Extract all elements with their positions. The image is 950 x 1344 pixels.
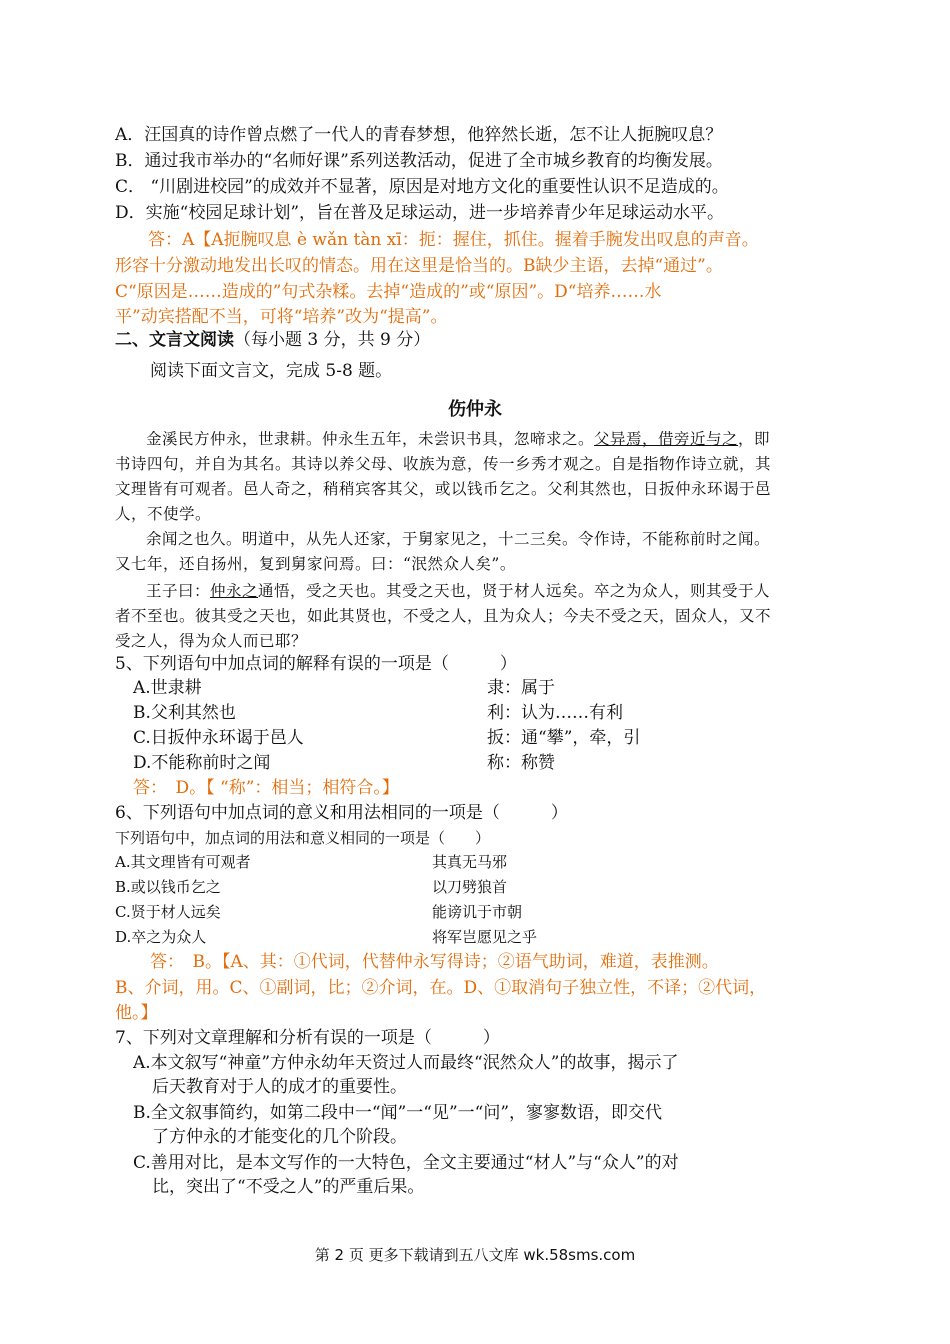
q5-option-a: A.世隶耕 <box>133 678 202 698</box>
q5-option-c: C.日扳仲永环谒于邑人 <box>133 728 304 748</box>
q6-option-d: D.卒之为众人 <box>115 928 207 946</box>
q4-answer-line4: 平”动宾搭配不当，可将“培养”改为“提高”。 <box>115 307 448 327</box>
passage-p3-line2: 者不至也。彼其受之天也，如此其贤也，不受之人，且为众人；今夫不受之天，固众人，又不 <box>115 607 772 625</box>
passage-p2-line1: 余闻之也久。明道中，从先人还家，于舅家见之，十二三矣。令作诗，不能称前时之闻。 <box>146 530 771 548</box>
q6-answer-line3: 他。】 <box>115 1003 158 1023</box>
q6-answer-line1: 答： B。【A、其：①代词，代替仲永写得诗；②语气助词，难道，表推测。 <box>150 952 719 972</box>
section-heading-scoring: （每小题 3 分，共 9 分） <box>234 330 431 350</box>
q7-stem: 7、下列对文章理解和分析有误的一项是（ ） <box>115 1028 500 1048</box>
passage-text: 通悟，受之天也。其受之天也，贤于材人远矣。卒之为众人，则其受于人 <box>258 582 771 600</box>
q7-option-c-line2: 比，突出了“不受之人”的严重后果。 <box>152 1177 425 1197</box>
q7-option-b-line2: 了方仲永的才能变化的几个阶段。 <box>152 1127 407 1147</box>
passage-text: 王子曰： <box>146 582 211 600</box>
q5-stem: 5、下列语句中加点词的解释有误的一项是（ ） <box>115 654 517 674</box>
q7-option-a-line1: A.本文叙写“神童”方仲永幼年天资过人而最终“泯然众人”的故事，揭示了 <box>133 1053 679 1073</box>
q5-answer: 答： D。【 “称”：相当；相符合。】 <box>133 778 399 798</box>
passage-p3-line1 <box>146 580 770 602</box>
q6-answer-line2: B、介词，用。C、①副词，比；②介词，在。D、①取消句子独立性，不译；②代词， <box>115 978 767 998</box>
section-intro: 阅读下面文言文，完成 5-8 题。 <box>150 361 393 381</box>
passage-text: ，即 <box>738 430 771 448</box>
section-heading <box>115 328 430 352</box>
q4-option-c: C． “川剧进校园”的成效并不显著，原因是对地方文化的重要性认识不足造成的。 <box>115 177 729 197</box>
underlined-text: 父异焉，借旁近与之 <box>594 430 739 448</box>
q5-option-b-gloss: 利：认为……有利 <box>487 703 623 723</box>
q7-option-b-line1: B.全文叙事简约，如第二段中一“闻”一“见”一“问”，寥寥数语，即交代 <box>133 1103 663 1123</box>
q6-sub-stem: 下列语句中，加点词的用法和意义相同的一项是（ ） <box>115 829 491 847</box>
q5-option-d: D.不能称前时之闻 <box>133 753 271 773</box>
q5-option-d-gloss: 称：称赞 <box>487 753 555 773</box>
q4-answer-line1: 答：A【A扼腕叹息 è wǎn tàn xī：扼：握住，抓住。握着手腕发出叹息的声音。 <box>148 230 759 250</box>
q4-option-b: B．通过我市举办的“名师好课”系列送教活动，促进了全市城乡教育的均衡发展。 <box>115 151 723 171</box>
q4-option-a: A．汪国真的诗作曾点燃了一代人的青春梦想，他猝然长逝，怎不让人扼腕叹息？ <box>115 125 723 145</box>
q6-option-a: A.其文理皆有可观者 <box>115 853 251 871</box>
passage-p1-line2: 书诗四句，并自为其名。其诗以养父母、收族为意，传一乡秀才观之。自是指物作诗立就，其 <box>115 455 772 473</box>
passage-text: 金溪民方仲永，世隶耕。仲永生五年，未尝识书具，忽啼求之。 <box>146 430 595 448</box>
q7-option-c-line1: C.善用对比，是本文写作的一大特色，全文主要通过“材人”与“众人”的对 <box>133 1153 679 1173</box>
q6-stem: 6、下列语句中加点词的意义和用法相同的一项是（ ） <box>115 803 568 823</box>
q4-answer-line3: C“原因是……造成的”句式杂糅。去掉“造成的”或“原因”。D“培养……水 <box>115 282 662 302</box>
passage-title: 伤仲永 <box>448 399 502 420</box>
q5-option-a-gloss: 隶：属于 <box>487 678 555 698</box>
q5-option-b: B.父利其然也 <box>133 703 236 723</box>
passage-p3-line3: 受之人，得为众人而已耶？ <box>115 632 308 650</box>
passage-p1-line3: 文理皆有可观者。邑人奇之，稍稍宾客其父，或以钱币乞之。父利其然也，日扳仲永环谒于邑 <box>115 480 772 498</box>
q4-answer-line2: 形容十分激动地发出长叹的情态。用在这里是恰当的。B缺少主语，去掉“通过”。 <box>115 256 723 276</box>
passage-p1-line1 <box>146 428 770 450</box>
q4-option-d: D．实施“校园足球计划”，旨在普及足球运动，进一步培养青少年足球运动水平。 <box>115 203 725 223</box>
underlined-text: 仲永之 <box>210 582 259 600</box>
q6-option-d-pair: 将军岂愿见之乎 <box>432 928 538 946</box>
page-footer: 第 2 页 更多下载请到五八文库 wk.58sms.com <box>314 1246 636 1264</box>
q6-option-b-pair: 以刀劈狼首 <box>432 878 508 896</box>
q6-option-c: C.贤于材人远矣 <box>115 903 221 921</box>
q5-option-c-gloss: 扳：通“攀”，牵，引 <box>487 728 641 748</box>
passage-p1-line4: 人，不使学。 <box>115 505 212 523</box>
section-heading-title: 二、文言文阅读 <box>115 330 234 350</box>
passage-p2-line2: 又七年，还自扬州，复到舅家问焉。曰：“泯然众人矣”。 <box>115 555 516 573</box>
q7-option-a-line2: 后天教育对于人的成才的重要性。 <box>152 1077 407 1097</box>
q6-option-b: B.或以钱币乞之 <box>115 878 221 896</box>
q6-option-a-pair: 其真无马邪 <box>432 853 508 871</box>
q6-option-c-pair: 能谤讥于市朝 <box>432 903 523 921</box>
